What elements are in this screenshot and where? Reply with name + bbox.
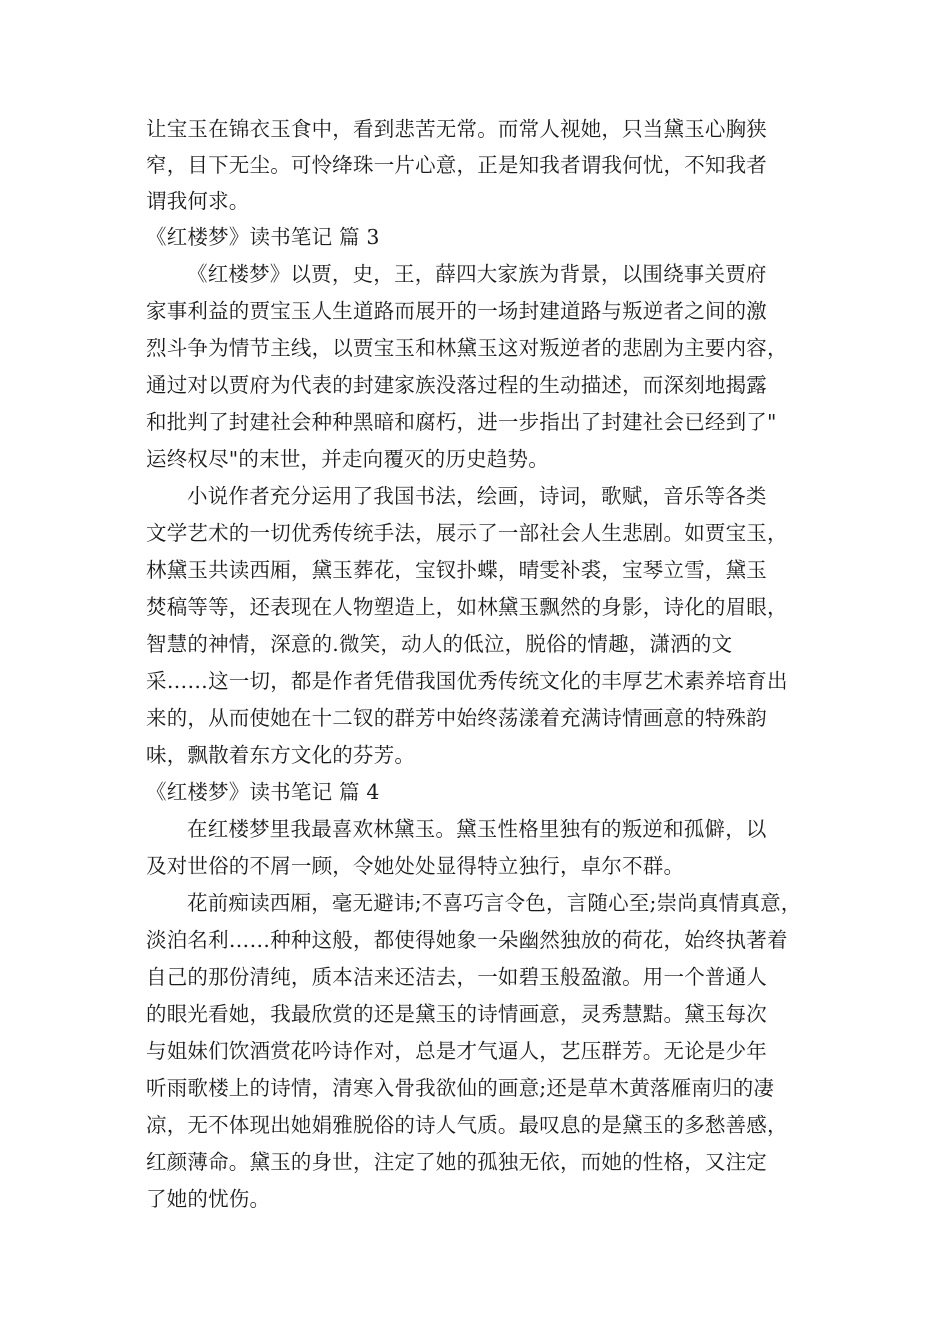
text-line: 和批判了封建社会种种黑暗和腐朽，进一步指出了封建社会已经到了"	[146, 410, 777, 434]
paragraph-first-line: 《红楼梦》以贾，史，王，薛四大家族为背景，以围绕事关贾府	[187, 262, 767, 286]
text-line: 文学艺术的一切优秀传统手法，展示了一部社会人生悲剧。如贾宝玉，	[146, 521, 788, 545]
text-line: 自己的那份清纯，质本洁来还洁去，一如碧玉般盈澈。用一个普通人	[146, 965, 767, 989]
text-line: 窄，目下无尘。可怜绛珠一片心意，正是知我者谓我何忧，不知我者	[146, 153, 767, 177]
text-line: 淡泊名利……种种这般，都使得她象一朵幽然独放的荷花，始终执著着	[146, 928, 788, 952]
text-line: 来的，从而使她在十二钗的群芳中始终荡漾着充满诗情画意的特殊韵	[146, 706, 767, 730]
paragraph-first-line: 在红楼梦里我最喜欢林黛玉。黛玉性格里独有的叛逆和孤僻，以	[187, 817, 767, 841]
text-line: 凉，无不体现出她娟雅脱俗的诗人气质。最叹息的是黛玉的多愁善感，	[146, 1113, 788, 1137]
text-line: 焚稿等等，还表现在人物塑造上，如林黛玉飘然的身影，诗化的眉眼，	[146, 595, 788, 619]
text-line: 听雨歌楼上的诗情，清寒入骨我欲仙的画意;还是草木黄落雁南归的凄	[146, 1076, 775, 1100]
text-line: 林黛玉共读西厢，黛玉葬花，宝钗扑蝶，晴雯补裘，宝琴立雪，黛玉	[146, 558, 767, 582]
text-line: 与姐妹们饮酒赏花吟诗作对，总是才气逼人，艺压群芳。无论是少年	[146, 1039, 767, 1063]
text-line: 运终权尽"的末世，并走向覆灭的历史趋势。	[146, 447, 549, 471]
text-line: 味，飘散着东方文化的芬芳。	[146, 743, 416, 767]
text-line: 烈斗争为情节主线，以贾宝玉和林黛玉这对叛逆者的悲剧为主要内容，	[146, 336, 788, 360]
paragraph-first-line: 花前痴读西厢，毫无避讳;不喜巧言令色，言随心至;崇尚真情真意，	[187, 891, 802, 915]
text-line: 采……这一切，都是作者凭借我国优秀传统文化的丰厚艺术素养培育出	[146, 669, 788, 693]
section-heading: 《红楼梦》读书笔记 篇 4	[146, 780, 380, 804]
section-heading: 《红楼梦》读书笔记 篇 3	[146, 225, 380, 249]
text-line: 红颜薄命。黛玉的身世，注定了她的孤独无依，而她的性格，又注定	[146, 1150, 767, 1174]
text-line: 了她的忧伤。	[146, 1187, 271, 1211]
text-line: 谓我何求。	[146, 189, 250, 213]
text-line: 的眼光看她，我最欣赏的还是黛玉的诗情画意，灵秀慧黠。黛玉每次	[146, 1002, 767, 1026]
text-line: 通过对以贾府为代表的封建家族没落过程的生动描述，而深刻地揭露	[146, 373, 767, 397]
text-line: 智慧的神情，深意的.微笑，动人的低泣，脱俗的情趣，潇洒的文	[146, 632, 733, 656]
text-line: 及对世俗的不屑一顾，令她处处显得特立独行，卓尔不群。	[146, 854, 685, 878]
paragraph-first-line: 小说作者充分运用了我国书法，绘画，诗词，歌赋，音乐等各类	[187, 484, 767, 508]
text-line: 让宝玉在锦衣玉食中，看到悲苦无常。而常人视她，只当黛玉心胸狭	[146, 117, 767, 141]
text-line: 家事利益的贾宝玉人生道路而展开的一场封建道路与叛逆者之间的激	[146, 299, 767, 323]
